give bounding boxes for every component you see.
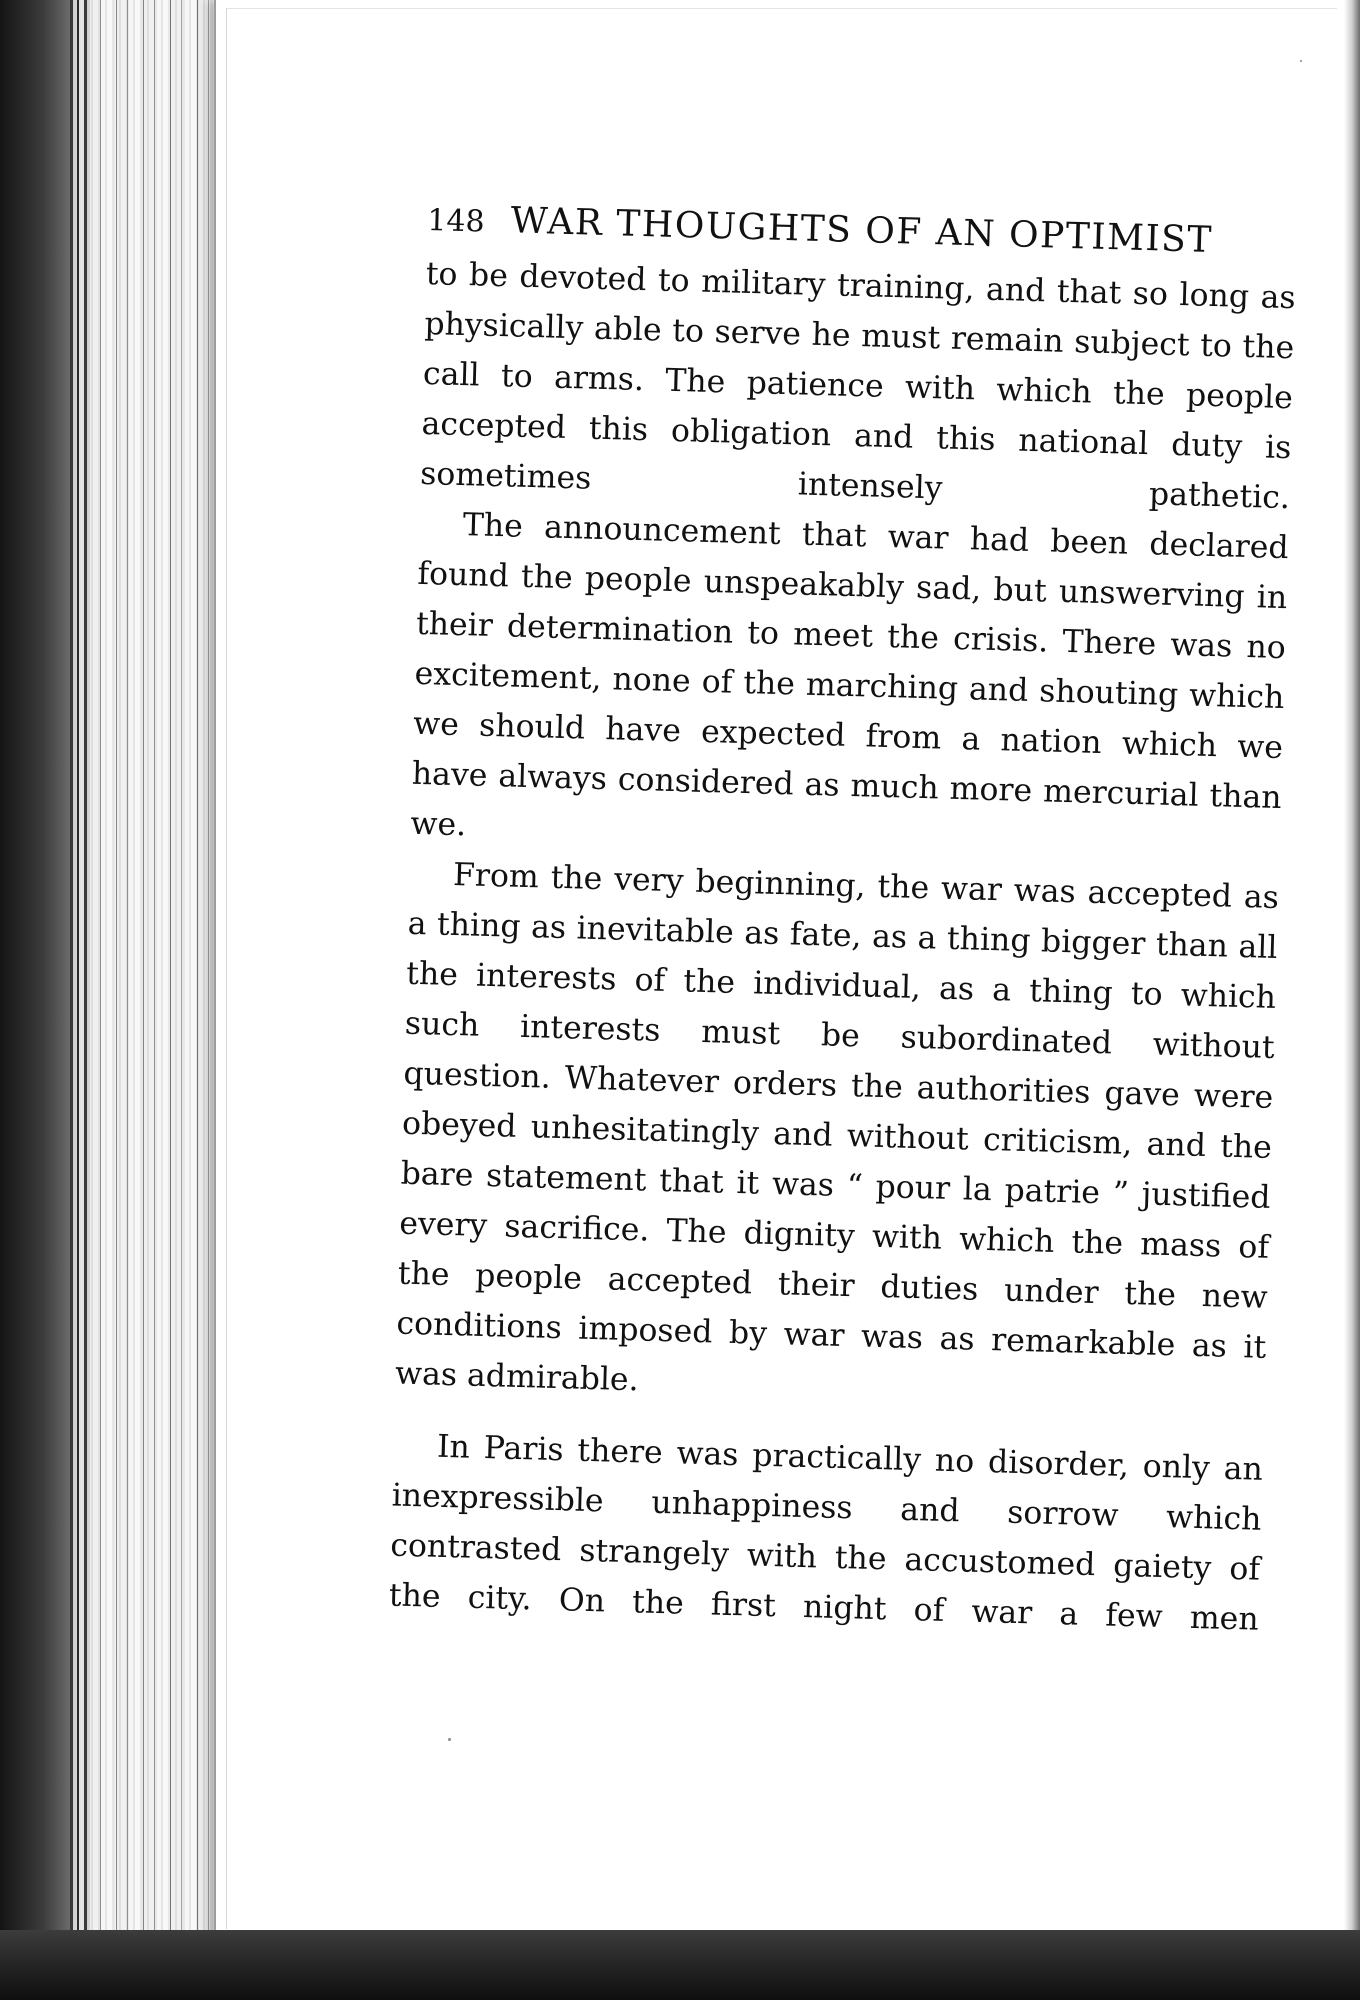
- page-bottom-shadow: [0, 1930, 1360, 2000]
- running-head-title: WAR THOUGHTS OF AN OPTIMIST: [510, 200, 1214, 261]
- scan-speck: [448, 1738, 451, 1741]
- paragraph-paris: In Paris there was practically no disorder, only an inexpressible unhappiness and sorrow which contrasted strangely with the accustomed gaiety of the city. On the first night of war a few men: [388, 1428, 1264, 1638]
- stacked-pages: [90, 0, 230, 2000]
- page-number: 148: [426, 202, 486, 240]
- page-right-edge: [1344, 0, 1360, 2000]
- scan-speck: [1300, 60, 1302, 62]
- book-spine-shadow: [0, 0, 70, 2000]
- paragraph-continued: to be devoted to military training, and that so long as physically able to serve he must remain subject to the call to arms. The patience with which the people accepted this obligation and this national duty is sometimes intensely pathetic.: [419, 255, 1297, 517]
- page-text: [388, 198, 1297, 1645]
- paragraph-announcement: The announcement that war had been declared found the people unspeakably sad, but unswerving in their determination to meet the crisis. There was no excitement, none of the marching and shouting which we should have expected from a nation which we have always considered as much more mercurial than we.: [410, 507, 1290, 844]
- paragraph-from-beginning: From the very beginning, the war was accepted as a thing as inevitable as fate, as a thing bigger than all the interests of the individual, as a thing to which such interests must be subordinated without question. Whatever orders the authorities gave were obeyed unhesitatingly and without criticism, and the bare statement that it was “ pour la patrie ” justified every sacrifice. The dignity with which the mass of the people accepted their duties under the new conditions imposed by war was as remarkable as it was admirable.: [394, 856, 1280, 1399]
- page-edges: [0, 0, 230, 2000]
